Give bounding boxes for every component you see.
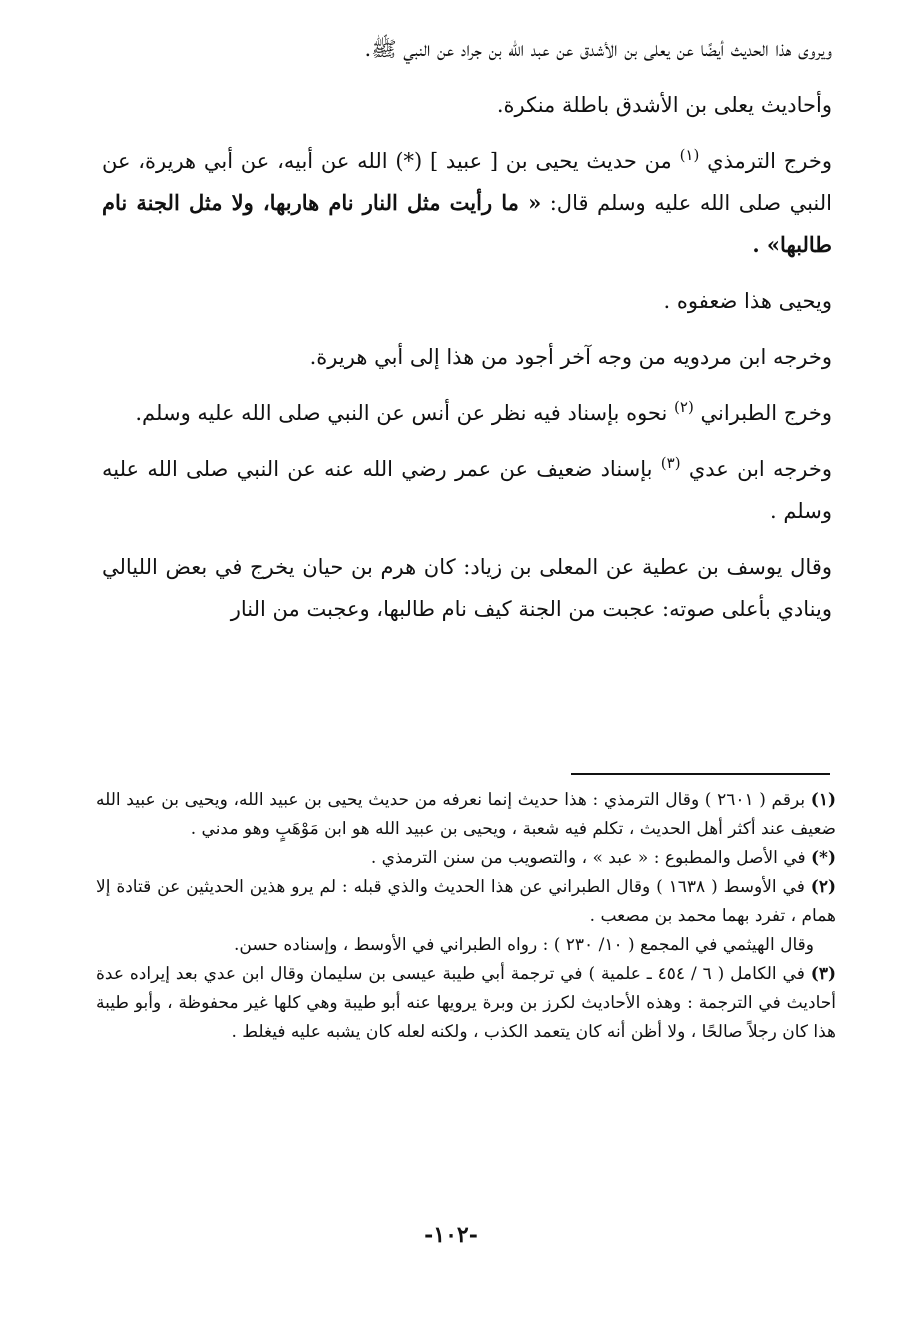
footnote-star-text: في الأصل والمطبوع : « عبد » ، والتصويب من سنن الترمذي . (370, 848, 806, 868)
footnote-2-text: في الأوسط ( ١٦٣٨ ) وقال الطبراني عن هذا الحديث والذي قبله : لم يرو هذين الحديثين عن قتادة إلا همام ، تفرد بهما محمد بن مصعب . (96, 877, 836, 926)
paragraph-6 (102, 392, 832, 434)
footnote-1 (96, 786, 836, 844)
footnote-star (96, 844, 836, 873)
footnote-ref-1[interactable]: (١) (679, 146, 700, 164)
hadith-quote: « ما رأيت مثل النار نام هاربها، ولا مثل الجنة نام طالبها» . (102, 190, 832, 257)
paragraph-3-middle: من حديث يحيى بن [ عبيد ] (*) الله عن أبيه، عن أبي هريرة، عن النبي صلى الله عليه وسلم قال: (102, 149, 833, 215)
footnote-1-text: برقم ( ٢٦٠١ ) وقال الترمذي : هذا حديث إنما نعرفه من حديث يحيى بن عبيد الله، ويحيى بن عبيد الله ضعيف عند أكثر أهل الحديث ، تكلم فيه شعبة ، ويحيى بن عبيد الله هو ابن مَوْهَبٍ وهو مدني . (96, 790, 836, 839)
footnote-star-label: (*) (811, 848, 836, 868)
paragraph-6-rest: نحوه بإسناد فيه نظر عن أنس عن النبي صلى الله عليه وسلم. (135, 401, 668, 425)
paragraph-5: وخرجه ابن مردويه من وجه آخر أجود من هذا إلى أبي هريرة. (309, 345, 832, 369)
main-text (102, 28, 832, 644)
footnote-ref-3[interactable]: (٣) (660, 454, 681, 472)
footnote-3-label: (٣) (810, 964, 836, 984)
footnote-3 (96, 960, 836, 1047)
paragraph-6-start: وخرج الطبراني (700, 401, 832, 425)
footnote-divider (571, 773, 830, 775)
footnote-ref-2[interactable]: (٢) (674, 398, 694, 416)
paragraph-1: ويروى هذا الحديث أيضًا عن يعلى بن الأشدق عن عبد الله بن جراد عن النبي ﷺ. (364, 37, 832, 61)
paragraph-2: وأحاديث يعلى بن الأشدق باطلة منكرة. (496, 93, 832, 117)
footnote-2-continuation: وقال الهيثمي في المجمع ( ١٠/ ٢٣٠ ) : رواه الطبراني في الأوسط ، وإسناده حسن. (233, 935, 814, 955)
paragraph-4: ويحيى هذا ضعفوه . (663, 289, 832, 313)
footnote-3-text: في الكامل ( ٦ / ٤٥٤ ـ علمية ) في ترجمة أبي طيبة عيسى بن سليمان وقال ابن عدي بعد إيراده عدة أحاديث في الترجمة : وهذه الأحاديث لكرز بن وبرة يرويها عنه أبو طيبة وهي كلها غير محفوظة ، وأبو طيبة هذا كان رجلاً صالحًا ، ولا أظن أنه كان يتعمد الكذب ، ولكنه لعله كان يشبه عليه فيغلط . (96, 964, 836, 1042)
footnote-2 (96, 873, 836, 931)
footnotes (96, 786, 836, 1047)
page-number: -١٠٢- (424, 1222, 478, 1248)
paragraph-7-start: وخرجه ابن عدي (688, 457, 832, 481)
paragraph-3 (102, 140, 832, 266)
paragraph-8: وقال يوسف بن عطية عن المعلى بن زياد: كان هرم بن حيان يخرج في بعض الليالي وينادي بأعلى صوته: عجبت من الجنة كيف نام طالبها، وعجبت من النار (102, 555, 832, 621)
paragraph-7 (102, 448, 832, 532)
paragraph-3-start: وخرج الترمذي (707, 149, 832, 173)
paragraph-7-rest: بإسناد ضعيف عن عمر رضي الله عنه عن النبي صلى الله عليه وسلم . (102, 457, 832, 523)
footnote-1-label: (١) (810, 790, 837, 810)
footnote-2-label: (٢) (810, 877, 837, 897)
